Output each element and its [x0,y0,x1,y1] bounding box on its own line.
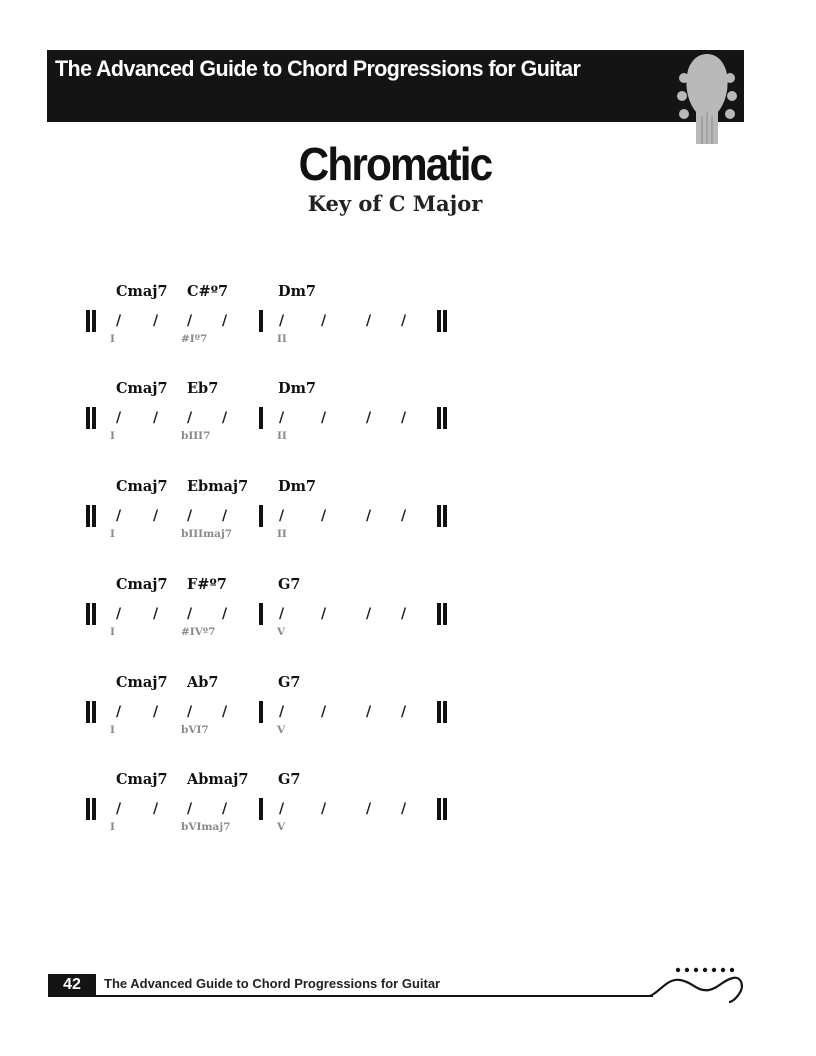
barline-double [86,798,96,820]
chord-symbol: G7 [278,771,301,788]
barline-double [437,310,447,332]
roman-numeral: V [277,626,286,638]
roman-numeral: I [110,430,115,442]
guitar-headstock-icon [676,52,738,144]
progression-row [0,674,816,754]
chord-symbol: Cmaj7 [116,478,168,495]
beat-slash: / [279,606,285,622]
progression-row [0,283,816,363]
beat-slash: / [321,801,327,817]
barline-double [86,603,96,625]
chord-symbol: G7 [278,674,301,691]
barline-single [259,701,263,723]
barline-single [259,798,263,820]
roman-numeral: I [110,333,115,345]
beat-slash: / [153,508,159,524]
beat-slash: / [321,313,327,329]
beat-slash: / [366,410,372,426]
roman-numeral: bIII7 [181,430,211,442]
beat-slash: / [187,606,193,622]
beat-slash: / [401,801,407,817]
beat-slash: / [222,606,228,622]
roman-numeral: II [277,430,287,442]
beat-slash: / [279,410,285,426]
roman-numeral: II [277,333,287,345]
chord-symbol: F#º7 [187,576,227,593]
barline-double [437,701,447,723]
beat-slash: / [116,801,122,817]
chord-symbol: Eb7 [187,380,219,397]
barline-double [86,310,96,332]
footer-title: The Advanced Guide to Chord Progressions for Guitar [104,976,441,991]
page-number: 42 [48,974,96,996]
page-title: Chromatic [298,138,492,190]
chord-symbol: C#º7 [187,283,229,300]
beat-slash: / [321,508,327,524]
beat-slash: / [116,704,122,720]
barline-double [437,603,447,625]
barline-single [259,407,263,429]
progression-row [0,576,816,656]
chord-symbol: Dm7 [278,380,317,397]
roman-numeral: #IVº7 [181,626,216,638]
chord-symbol: Dm7 [278,283,317,300]
beat-slash: / [153,801,159,817]
roman-numeral: #Iº7 [181,333,208,345]
guitar-body-ornament-icon [645,962,745,1004]
roman-numeral: I [110,626,115,638]
barline-single [259,310,263,332]
barline-single [259,505,263,527]
beat-slash: / [401,704,407,720]
chord-symbol: G7 [278,576,301,593]
beat-slash: / [366,801,372,817]
chord-symbol: Ebmaj7 [187,478,249,495]
beat-slash: / [401,508,407,524]
beat-slash: / [187,313,193,329]
beat-slash: / [401,606,407,622]
chord-symbol: Cmaj7 [116,576,168,593]
beat-slash: / [116,410,122,426]
page-subtitle: Key of C Major [307,191,483,216]
beat-slash: / [153,313,159,329]
beat-slash: / [401,410,407,426]
barline-double [437,798,447,820]
roman-numeral: bIIImaj7 [181,528,233,540]
beat-slash: / [279,704,285,720]
footer-rule [48,995,653,997]
roman-numeral: I [110,724,115,736]
beat-slash: / [366,313,372,329]
beat-slash: / [321,704,327,720]
roman-numeral: V [277,821,286,833]
beat-slash: / [116,313,122,329]
beat-slash: / [321,606,327,622]
barline-double [86,407,96,429]
beat-slash: / [187,704,193,720]
beat-slash: / [366,606,372,622]
beat-slash: / [401,313,407,329]
roman-numeral: bVI7 [181,724,209,736]
beat-slash: / [187,508,193,524]
beat-slash: / [222,410,228,426]
beat-slash: / [153,606,159,622]
roman-numeral: I [110,821,115,833]
chord-symbol: Ab7 [187,674,219,691]
chord-symbol: Dm7 [278,478,317,495]
beat-slash: / [279,313,285,329]
beat-slash: / [116,606,122,622]
roman-numeral: II [277,528,287,540]
beat-slash: / [153,704,159,720]
beat-slash: / [366,508,372,524]
chord-symbol: Cmaj7 [116,674,168,691]
chord-symbol: Abmaj7 [187,771,249,788]
beat-slash: / [279,801,285,817]
chord-symbol: Cmaj7 [116,771,168,788]
beat-slash: / [116,508,122,524]
roman-numeral: V [277,724,286,736]
header-title: The Advanced Guide to Chord Progressions for Guitar [55,56,581,82]
header-band [47,50,744,122]
beat-slash: / [366,704,372,720]
progression-row [0,478,816,558]
barline-double [86,505,96,527]
barline-double [437,505,447,527]
beat-slash: / [222,801,228,817]
roman-numeral: I [110,528,115,540]
roman-numeral: bVImaj7 [181,821,231,833]
beat-slash: / [153,410,159,426]
beat-slash: / [222,704,228,720]
progression-row [0,380,816,460]
beat-slash: / [187,801,193,817]
beat-slash: / [222,508,228,524]
beat-slash: / [321,410,327,426]
beat-slash: / [222,313,228,329]
chord-symbol: Cmaj7 [116,380,168,397]
barline-double [437,407,447,429]
barline-double [86,701,96,723]
barline-single [259,603,263,625]
progression-row [0,771,816,851]
beat-slash: / [187,410,193,426]
beat-slash: / [279,508,285,524]
chord-symbol: Cmaj7 [116,283,168,300]
